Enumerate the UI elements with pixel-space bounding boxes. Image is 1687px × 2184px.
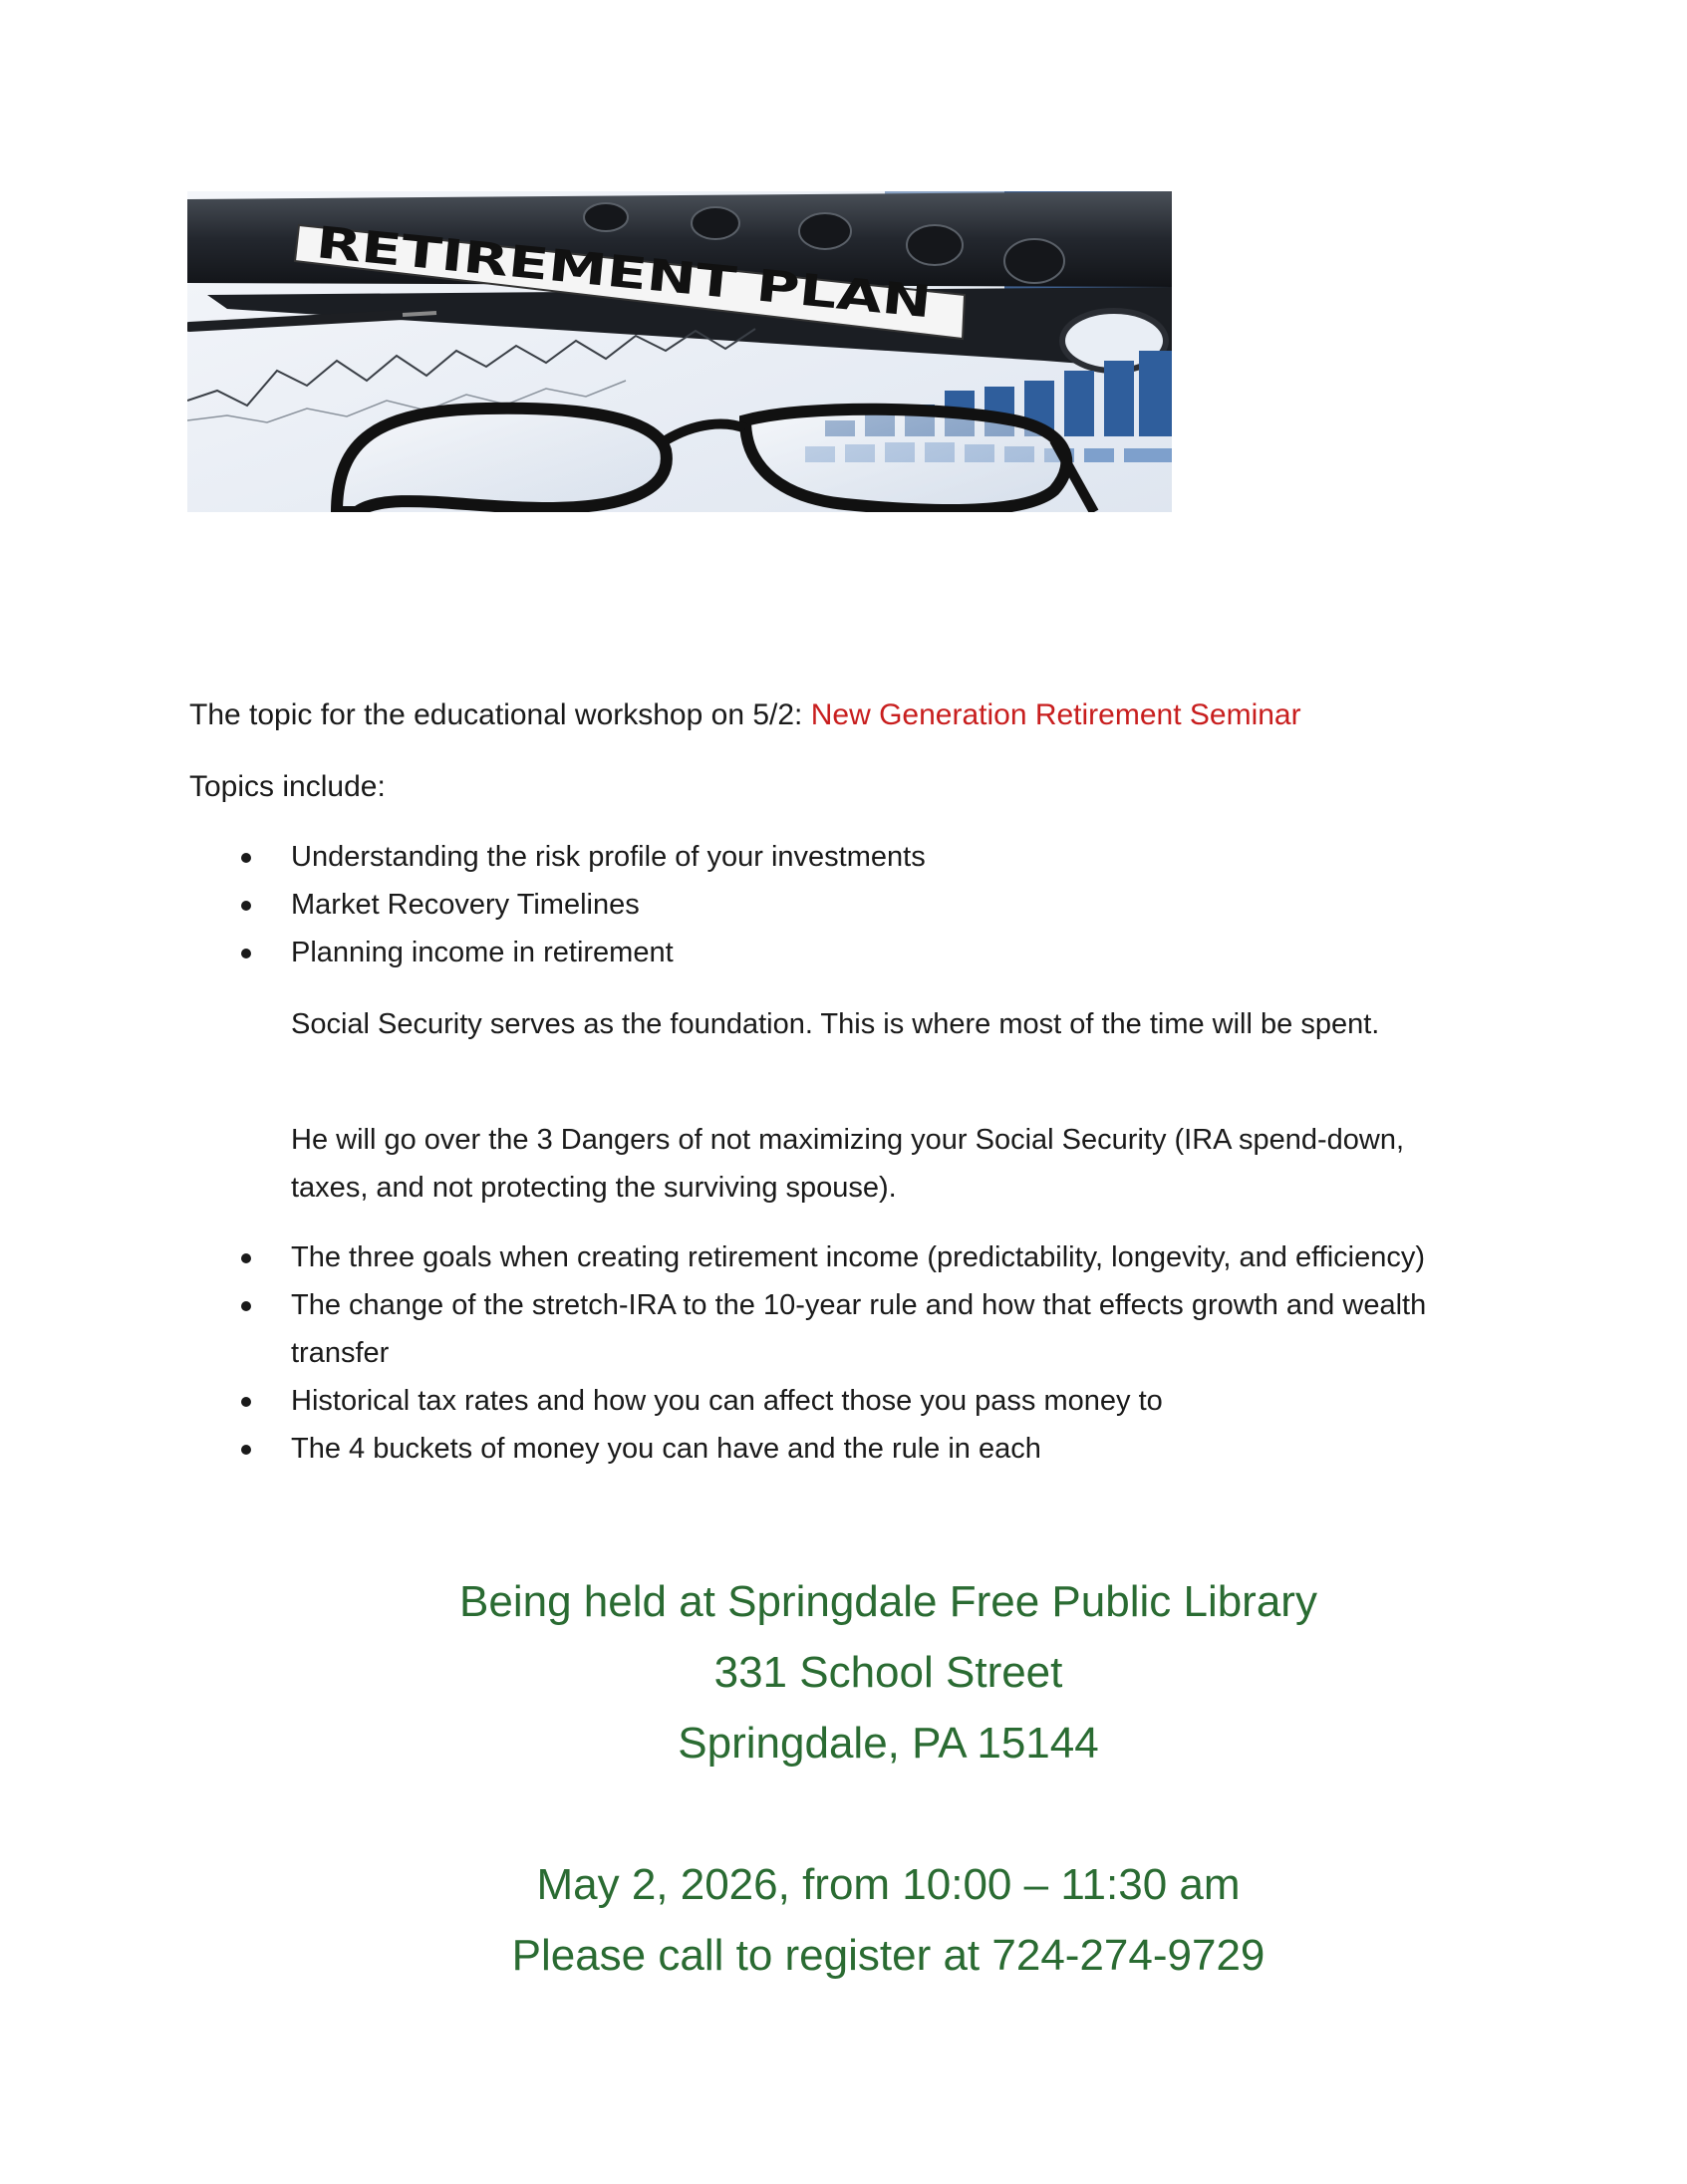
list-item-text: Market Recovery Timelines xyxy=(291,889,640,921)
dangers-paragraph: He will go over the 3 Dangers of not maximizing your Social Security (IRA spend-down, taxes, and not protecting the surviving spouse). xyxy=(291,1124,1405,1204)
bullet-icon xyxy=(241,1445,251,1455)
topics-label: Topics include: xyxy=(189,770,386,803)
bullet-icon xyxy=(241,901,251,911)
binder-label-text: RETIREMENT PLAN xyxy=(313,217,777,313)
list-item-text: The three goals when creating retirement income (predictability, longevity, and efficiency) xyxy=(291,1241,1426,1273)
venue-name: Being held at Springdale Free Public Library xyxy=(459,1577,1317,1626)
list-item-text: Understanding the risk profile of your investments xyxy=(291,841,926,873)
venue-city: Springdale, PA 15144 xyxy=(678,1719,1099,1768)
bullet-icon xyxy=(241,1253,251,1263)
venue-block xyxy=(0,1566,1687,1778)
retirement-plan-photo xyxy=(187,191,1172,512)
list-item-text: Planning income in retirement xyxy=(291,937,674,968)
event-date-time: May 2, 2026, from 10:00 – 11:30 am xyxy=(536,1860,1241,1909)
list-item-text: Historical tax rates and how you can affect those you pass money to xyxy=(291,1385,1163,1417)
workshop-intro xyxy=(189,691,1301,739)
list-item-text: The 4 buckets of money you can have and the rule in each xyxy=(291,1433,1041,1465)
list-item-text: The change of the stretch-IRA to the 10-year rule and how that effects growth and wealth transfer xyxy=(291,1289,1427,1369)
list-item xyxy=(239,881,1455,929)
list-item xyxy=(239,833,1455,881)
event-details xyxy=(0,1849,1687,1991)
list-item xyxy=(239,1281,1455,1377)
social-security-paragraph: Social Security serves as the foundation. This is where most of the time will be spent. xyxy=(291,1008,1380,1040)
list-item xyxy=(239,1425,1455,1473)
seminar-title: New Generation Retirement Seminar xyxy=(810,698,1301,731)
list-item xyxy=(239,1233,1455,1281)
list-item xyxy=(239,929,1455,976)
bullet-icon xyxy=(241,1301,251,1311)
intro-prefix: The topic for the educational workshop on 5/2: xyxy=(189,698,811,731)
topics-list-b xyxy=(239,1233,1455,1473)
bullet-icon xyxy=(241,853,251,863)
bullet-icon xyxy=(241,1397,251,1407)
topics-list-a xyxy=(239,833,1455,976)
registration-phone: Please call to register at 724-274-9729 xyxy=(511,1931,1265,1980)
retirement-plan-illustration xyxy=(187,191,1172,512)
bullet-icon xyxy=(241,949,251,958)
list-item xyxy=(239,1377,1455,1425)
venue-street: 331 School Street xyxy=(713,1648,1063,1697)
